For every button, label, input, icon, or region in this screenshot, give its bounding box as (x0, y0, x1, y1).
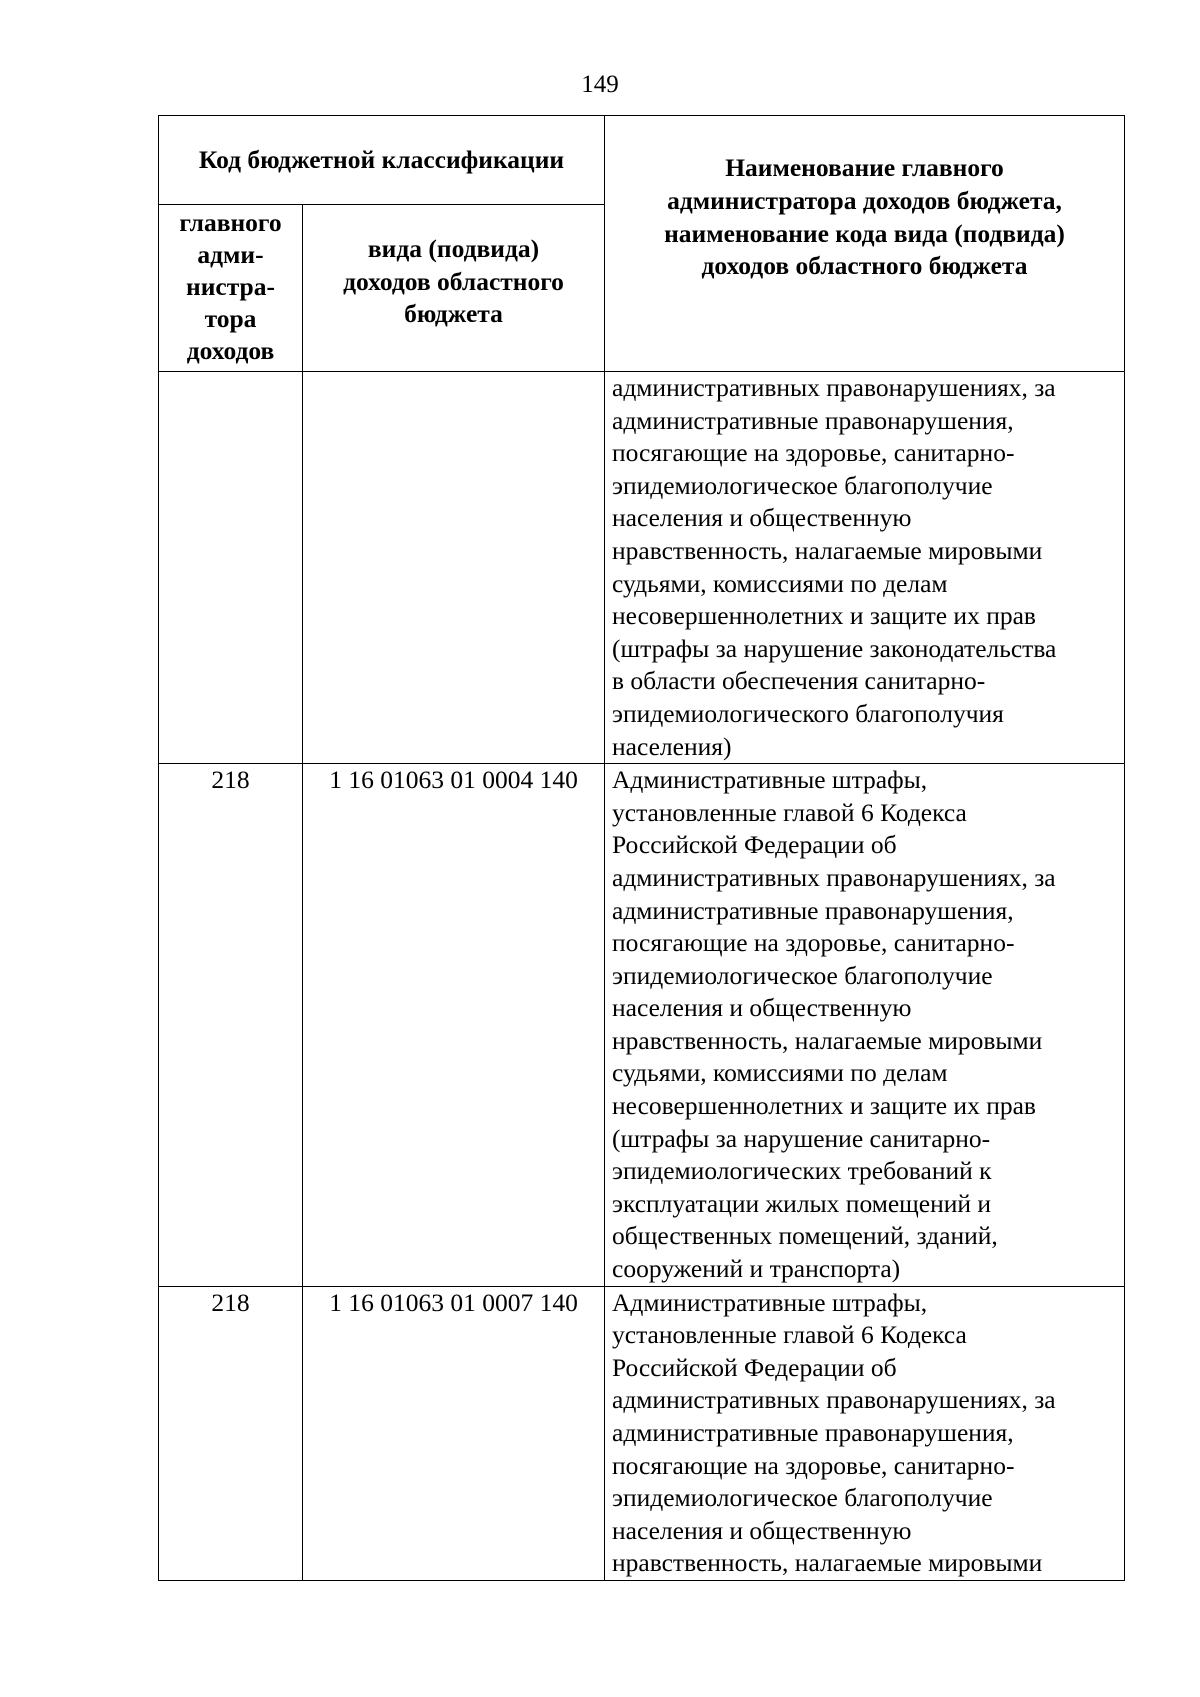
income-name-line: эпидемиологическое благополучие (612, 1483, 993, 1513)
income-name-line: судьями, комиссиями по делам (612, 1058, 948, 1088)
header-admin-line: нистра- (186, 272, 275, 301)
header-admin-line: доходов (186, 336, 275, 365)
income-name-line: нравственность, налагаемые мировыми (612, 1548, 1043, 1578)
header-name-line: Наименование главного (725, 153, 1004, 183)
income-name-cell (605, 764, 1125, 1287)
header-admin-line: адми- (197, 240, 264, 269)
income-name-line: эпидемиологического благополучия (612, 698, 1004, 728)
header-budget-classification-code: Код бюджетной классификации (159, 116, 605, 205)
income-name-line: Российской Федерации об (612, 830, 897, 860)
table-row (159, 764, 1125, 1287)
income-name-line: (штрафы за нарушение санитарно- (612, 1123, 991, 1153)
header-income-type (303, 205, 605, 372)
header-type-line: доходов областного (343, 266, 564, 296)
income-name-line: сооружений и транспорта) (612, 1254, 901, 1284)
income-type-code-cell: 1 16 01063 01 0004 140 (303, 764, 605, 1287)
income-name-cell (605, 372, 1125, 764)
income-name-line: установленные главой 6 Кодекса (612, 797, 967, 827)
income-name-line: населения и общественную (612, 993, 912, 1023)
income-name-line: Административные штрафы, (612, 1287, 928, 1317)
header-row-top (159, 116, 1125, 205)
header-admin-line: главного (179, 208, 282, 237)
income-name-line: Административные штрафы, (612, 765, 928, 795)
table-row (159, 1286, 1125, 1580)
income-name-line: населения и общественную (612, 503, 912, 533)
income-name-line: административные правонарушения, (612, 405, 1014, 435)
income-name-line: несовершеннолетних и защите их прав (612, 1091, 1036, 1121)
page-number: 149 (581, 71, 619, 98)
header-type-line: бюджета (404, 299, 503, 329)
income-name-line: нравственность, налагаемые мировыми (612, 535, 1043, 565)
income-name-line: административных правонарушениях, за (612, 1385, 1056, 1415)
income-name-line: в области обеспечения санитарно- (612, 666, 986, 696)
income-type-code-cell (303, 372, 605, 764)
income-name-line: административных правонарушениях, за (612, 862, 1056, 892)
header-chief-administrator (159, 205, 303, 372)
header-admin-line: тора (204, 304, 257, 333)
income-name-line: эпидемиологическое благополучие (612, 470, 993, 500)
income-name-cell (605, 1286, 1125, 1580)
header-administrator-name (605, 116, 1125, 372)
income-name-line: эксплуатации жилых помещений и (612, 1188, 992, 1218)
admin-code-cell: 218 (159, 764, 303, 1287)
income-name-line: посягающие на здоровье, санитарно- (612, 1450, 1015, 1480)
income-name-line: эпидемиологических требований к (612, 1156, 992, 1186)
table-body (159, 372, 1125, 1581)
admin-code-cell (159, 372, 303, 764)
income-name-line: несовершеннолетних и защите их прав (612, 601, 1036, 631)
income-name-line: административные правонарушения, (612, 895, 1014, 925)
budget-classification-table (158, 115, 1125, 1581)
income-type-code-cell: 1 16 01063 01 0007 140 (303, 1286, 605, 1580)
income-name-line: населения и общественную (612, 1515, 912, 1545)
header-name-line: доходов областного бюджета (701, 251, 1028, 281)
income-name-line: посягающие на здоровье, санитарно- (612, 438, 1015, 468)
income-name-line: нравственность, налагаемые мировыми (612, 1025, 1043, 1055)
income-name-line: общественных помещений, зданий, (612, 1221, 998, 1251)
income-name-line: установленные главой 6 Кодекса (612, 1320, 967, 1350)
income-name-line: судьями, комиссиями по делам (612, 568, 948, 598)
income-name-line: посягающие на здоровье, санитарно- (612, 928, 1015, 958)
income-name-line: административные правонарушения, (612, 1418, 1014, 1447)
header-name-line: наименование кода вида (подвида) (664, 218, 1065, 248)
income-name-line: Российской Федерации об (612, 1352, 897, 1382)
income-name-line: административных правонарушениях, за (612, 373, 1056, 402)
header-name-line: администратора доходов бюджета, (667, 185, 1062, 215)
admin-code-cell: 218 (159, 1286, 303, 1580)
table-row (159, 372, 1125, 764)
header-type-line: вида (подвида) (367, 234, 540, 264)
income-name-line: эпидемиологическое благополучие (612, 960, 993, 990)
income-name-line: населения) (612, 731, 732, 761)
income-name-line: (штрафы за нарушение законодательства (612, 633, 1057, 663)
